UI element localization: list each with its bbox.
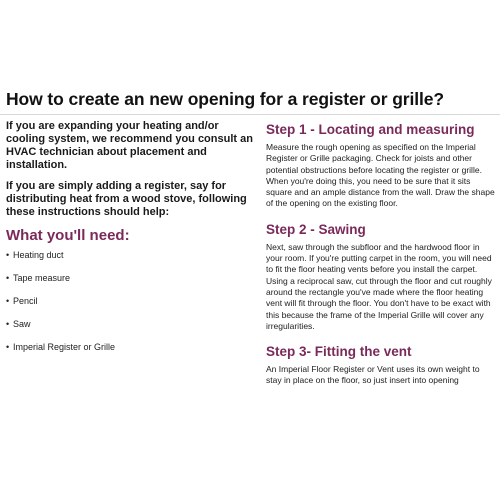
bullet-icon: •	[6, 342, 10, 352]
right-column	[266, 122, 496, 399]
needs-list	[6, 250, 256, 353]
bullet-icon: •	[6, 319, 10, 329]
step-1-text: Measure the rough opening as specified on the Imperial Register or Grille packaging. Check for joists and other potential obstructions before locating the register or grille. When you're doing this, you need to be sure that it sits square and an ample distance from the wall. Draw the shape of the opening on the existing floor.	[266, 142, 495, 209]
intro-paragraph-hvac: If you are expanding your heating and/or cooling system, we recommend you consult an HVAC technician about placement and installation.	[6, 120, 253, 171]
title-divider	[0, 114, 500, 115]
intro-paragraph-register: If you are simply adding a register, say for distributing heat from a wood stove, following these instructions should help:	[6, 180, 247, 218]
left-column	[6, 120, 256, 365]
step-3-heading: Step 3- Fitting the vent	[266, 344, 412, 360]
step-3-text: An Imperial Floor Register or Vent uses its own weight to stay in place on the floor, so just insert into opening	[266, 364, 480, 386]
bullet-icon: •	[6, 250, 10, 260]
step-2-heading: Step 2 - Sawing	[266, 221, 366, 237]
bullet-icon: •	[6, 296, 10, 306]
list-item	[6, 250, 256, 261]
list-item-label: Heating duct	[13, 250, 64, 260]
list-item-label: Imperial Register or Grille	[13, 342, 116, 352]
list-item-label: Tape measure	[13, 273, 71, 283]
step-2-text: Next, saw through the subfloor and the hardwood floor in your room. If you're putting carpet in the room, you will need to fit the floor heating vents before you install the carpet. Using a reciprocal saw, cut through the floor and cut roughly around the rectangle you've made where the floor heating vent will fit through the floor. You don't have to be exact with this because the frame of the Imperial Grille will cover any irregularities.	[266, 241, 492, 331]
list-item-label: Saw	[13, 319, 31, 329]
step-1-heading: Step 1 - Locating and measuring	[266, 122, 475, 137]
list-item	[6, 319, 256, 330]
list-item	[6, 273, 256, 284]
needs-heading: What you'll need:	[6, 227, 130, 244]
list-item-label: Pencil	[13, 296, 38, 306]
list-item	[6, 296, 256, 307]
list-item	[6, 342, 256, 353]
bullet-icon: •	[6, 273, 10, 283]
page-title: How to create an new opening for a register or grille?	[6, 89, 445, 109]
